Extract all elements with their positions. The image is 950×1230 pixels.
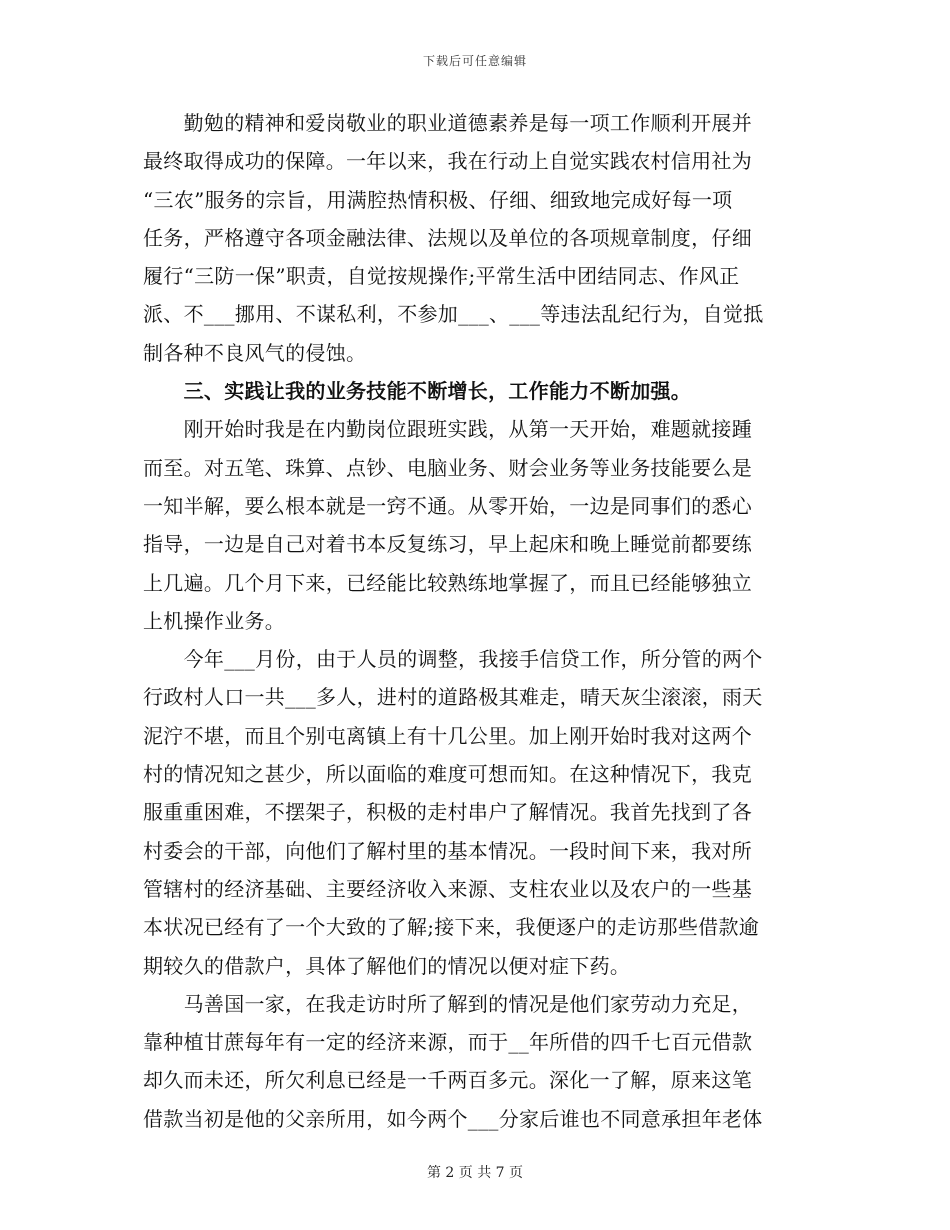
text-line: 服重重困难，不摆架子，积极的走村串户了解情况。我首先找到了各 <box>143 800 752 825</box>
page-header: 下载后可任意编辑 <box>422 54 527 68</box>
section-heading: 三、实践让我的业务技能不断增长，工作能力不断加强。 <box>143 379 692 404</box>
text-line: 最终取得成功的保障。一年以来，我在行动上自觉实践农村信用社为 <box>143 149 752 174</box>
text-line: 履行“三防一保”职责，自觉按规操作;平常生活中团结同志、作风正 <box>143 264 740 289</box>
text-line: 期较久的借款户，具体了解他们的情况以便对症下药。 <box>143 953 631 978</box>
text-line: 本状况已经有了一个大致的了解;接下来，我便逐户的走访那些借款逾 <box>143 915 760 940</box>
text-line: 而至。对五笔、珠算、点钞、电脑业务、财会业务等业务技能要么是 <box>143 455 752 480</box>
text-line: 派、不___挪用、不谋私利，不参加___、___等违法乱纪行为，自觉抵 <box>143 302 764 327</box>
text-line: 任务，严格遵守各项金融法律、法规以及单位的各项规章制度，仔细 <box>143 225 752 250</box>
text-line: 借款当初是他的父亲所用，如今两个___分家后谁也不同意承担年老体 <box>143 1106 763 1131</box>
text-line: 刚开始时我是在内勤岗位跟班实践，从第一天开始，难题就接踵 <box>143 417 752 442</box>
document-body <box>143 104 808 1138</box>
text-line: 却久而未还，所欠利息已经是一千两百多元。深化一了解，原来这笔 <box>143 1068 752 1093</box>
text-line: 今年___月份，由于人员的调整，我接手信贷工作，所分管的两个 <box>143 647 763 672</box>
text-line: 行政村人口一共___多人，进村的道路极其难走，晴天灰尘滚滚，雨天 <box>143 685 763 710</box>
text-line: 马善国一家，在我走访时所了解到的情况是他们家劳动力充足， <box>143 991 752 1016</box>
page-footer: 第 2 页 共 7 页 <box>426 1165 524 1181</box>
text-line: 上几遍。几个月下来，已经能比较熟练地掌握了，而且已经能够独立 <box>143 570 752 595</box>
text-line: 管辖村的经济基础、主要经济收入来源、支柱农业以及农户的一些基 <box>143 876 752 901</box>
text-line: 指导，一边是自己对着书本反复练习，早上起床和晚上睡觉前都要练 <box>143 532 752 557</box>
text-line: 上机操作业务。 <box>143 608 286 633</box>
text-line: 靠种植甘蔗每年有一定的经济来源，而于__年所借的四千七百元借款 <box>143 1030 753 1055</box>
text-line: 泥泞不堪，而且个别屯离镇上有十几公里。加上刚开始时我对这两个 <box>143 723 752 748</box>
text-line: 勤勉的精神和爱岗敬业的职业道德素养是每一项工作顺利开展并 <box>143 111 752 135</box>
text-line: 制各种不良风气的侵蚀。 <box>143 340 367 365</box>
text-line: “三农”服务的宗旨，用满腔热情积极、仔细、细致地完成好每一项 <box>143 187 733 212</box>
text-line: 村的情况知之甚少，所以面临的难度可想而知。在这种情况下，我克 <box>143 762 752 787</box>
text-line: 一知半解，要么根本就是一窍不通。从零开始，一边是同事们的悉心 <box>143 493 752 518</box>
text-line: 村委会的干部，向他们了解村里的基本情况。一段时间下来，我对所 <box>143 838 752 863</box>
